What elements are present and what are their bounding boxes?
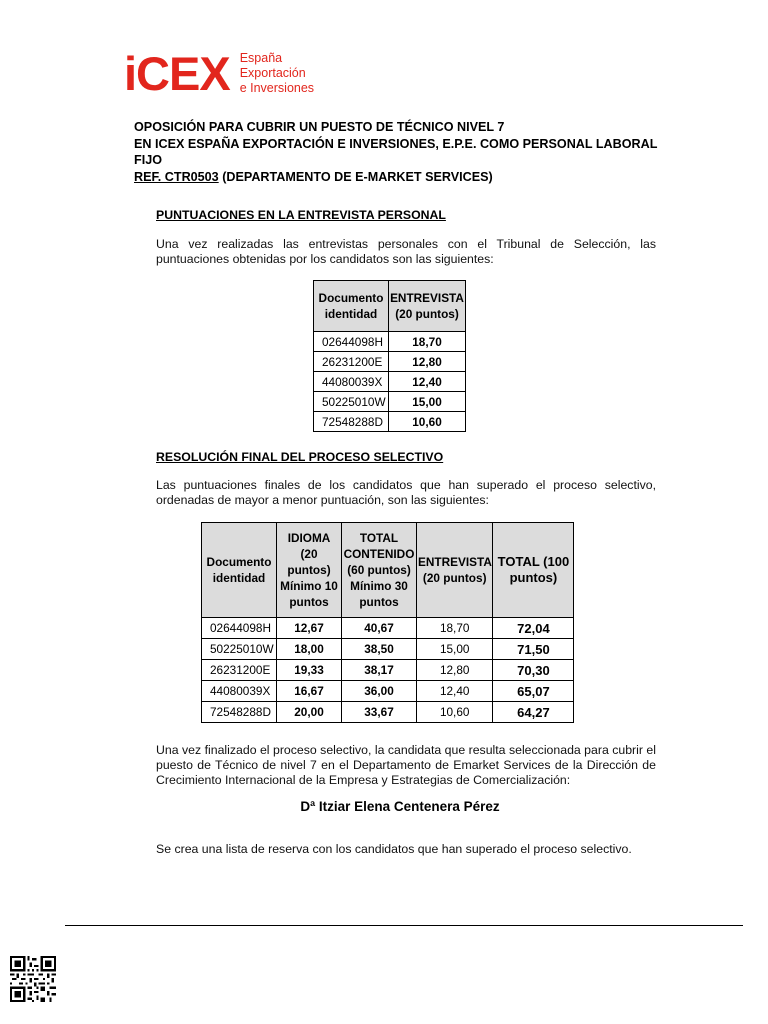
doc-id: 44080039X <box>202 681 277 702</box>
footer-divider <box>65 925 743 926</box>
col-document: Documento identidad <box>314 281 389 332</box>
contenido-score: 38,17 <box>342 660 417 681</box>
total-score: 71,50 <box>493 639 574 660</box>
idioma-score: 20,00 <box>277 702 342 723</box>
idioma-score: 19,33 <box>277 660 342 681</box>
selected-candidate: Dª Itziar Elena Centenera Pérez <box>300 799 500 814</box>
doc-id: 02644098H <box>202 618 277 639</box>
doc-id: 26231200E <box>202 660 277 681</box>
final-intro: Las puntuaciones finales de los candidatos que han superado el proceso selectivo, ordenadas de mayor a menor puntuación, son las siguientes: <box>156 478 656 507</box>
col-idioma: IDIOMA (20 puntos) Mínimo 10 puntos <box>277 523 342 618</box>
qr-code <box>10 956 56 1002</box>
total-score: 70,30 <box>493 660 574 681</box>
entrevista-score: 10,60 <box>417 702 493 723</box>
table-row <box>202 660 574 681</box>
doc-id: 26231200E <box>314 352 389 372</box>
conclusion-text: Una vez finalizado el proceso selectivo, la candidata que resulta seleccionada para cubrir el puesto de Técnico de nivel 7 en el Departamento de Emarket Services de la Dirección de Crecimiento Internacional de la Empresa y Estrategias de Comercialización: <box>156 743 656 787</box>
doc-id: 50225010W <box>314 392 389 412</box>
total-score: 64,27 <box>493 702 574 723</box>
doc-id: 44080039X <box>314 372 389 392</box>
table-row <box>202 618 574 639</box>
contenido-score: 38,50 <box>342 639 417 660</box>
table-row <box>314 412 466 432</box>
document-title <box>134 119 674 185</box>
idioma-score: 16,67 <box>277 681 342 702</box>
col-document: Documento identidad <box>202 523 277 618</box>
entrevista-score: 18,70 <box>417 618 493 639</box>
entrevista-score: 15,00 <box>417 639 493 660</box>
interview-score: 18,70 <box>389 332 466 352</box>
title-line-2: EN ICEX ESPAÑA EXPORTACIÓN E INVERSIONES, E.P.E. COMO PERSONAL LABORAL FIJO <box>134 136 658 167</box>
table-row <box>202 702 574 723</box>
idioma-score: 18,00 <box>277 639 342 660</box>
logo-line-1: España <box>239 51 283 65</box>
col-entrevista: ENTREVISTA (20 puntos) <box>417 523 493 618</box>
table-row <box>202 639 574 660</box>
contenido-score: 40,67 <box>342 618 417 639</box>
table-row <box>314 332 466 352</box>
doc-id: 72548288D <box>314 412 389 432</box>
reserve-list-note: Se crea una lista de reserva con los candidatos que han superado el proceso selectivo. <box>156 842 632 856</box>
logo-tagline <box>240 51 314 96</box>
final-results-table <box>201 522 574 723</box>
final-heading: RESOLUCIÓN FINAL DEL PROCESO SELECTIVO <box>156 450 444 464</box>
interview-table <box>313 280 466 432</box>
interview-score: 15,00 <box>389 392 466 412</box>
contenido-score: 36,00 <box>342 681 417 702</box>
doc-id: 50225010W <box>202 639 277 660</box>
contenido-score: 33,67 <box>342 702 417 723</box>
logo-line-2: Exportación <box>239 66 306 80</box>
title-line-1: OPOSICIÓN PARA CUBRIR UN PUESTO DE TÉCNICO NIVEL 7 <box>134 120 505 134</box>
interview-score: 12,80 <box>389 352 466 372</box>
idioma-score: 12,67 <box>277 618 342 639</box>
col-interview: ENTREVISTA (20 puntos) <box>389 281 466 332</box>
doc-id: 72548288D <box>202 702 277 723</box>
total-score: 65,07 <box>493 681 574 702</box>
department-name: (DEPARTAMENTO DE E-MARKET SERVICES) <box>222 169 493 184</box>
title-ref-line <box>134 169 674 186</box>
entrevista-score: 12,80 <box>417 660 493 681</box>
logo-mark: iCEX <box>124 47 230 100</box>
table-row <box>314 392 466 412</box>
reference-code: REF. CTR0503 <box>134 169 219 184</box>
interview-score: 10,60 <box>389 412 466 432</box>
total-score: 72,04 <box>493 618 574 639</box>
table-row <box>314 372 466 392</box>
icex-logo <box>124 47 315 100</box>
col-contenido: TOTAL CONTENIDO (60 puntos) Mínimo 30 puntos <box>342 523 417 618</box>
col-total: TOTAL (100 puntos) <box>493 523 574 618</box>
doc-id: 02644098H <box>314 332 389 352</box>
interview-intro: Una vez realizadas las entrevistas personales con el Tribunal de Selección, las puntuaciones obtenidas por los candidatos son las siguientes: <box>156 237 656 266</box>
entrevista-score: 12,40 <box>417 681 493 702</box>
interview-heading: PUNTUACIONES EN LA ENTREVISTA PERSONAL <box>156 208 446 222</box>
table-row <box>202 681 574 702</box>
interview-score: 12,40 <box>389 372 466 392</box>
table-row <box>314 352 466 372</box>
logo-line-3: e Inversiones <box>239 81 315 95</box>
